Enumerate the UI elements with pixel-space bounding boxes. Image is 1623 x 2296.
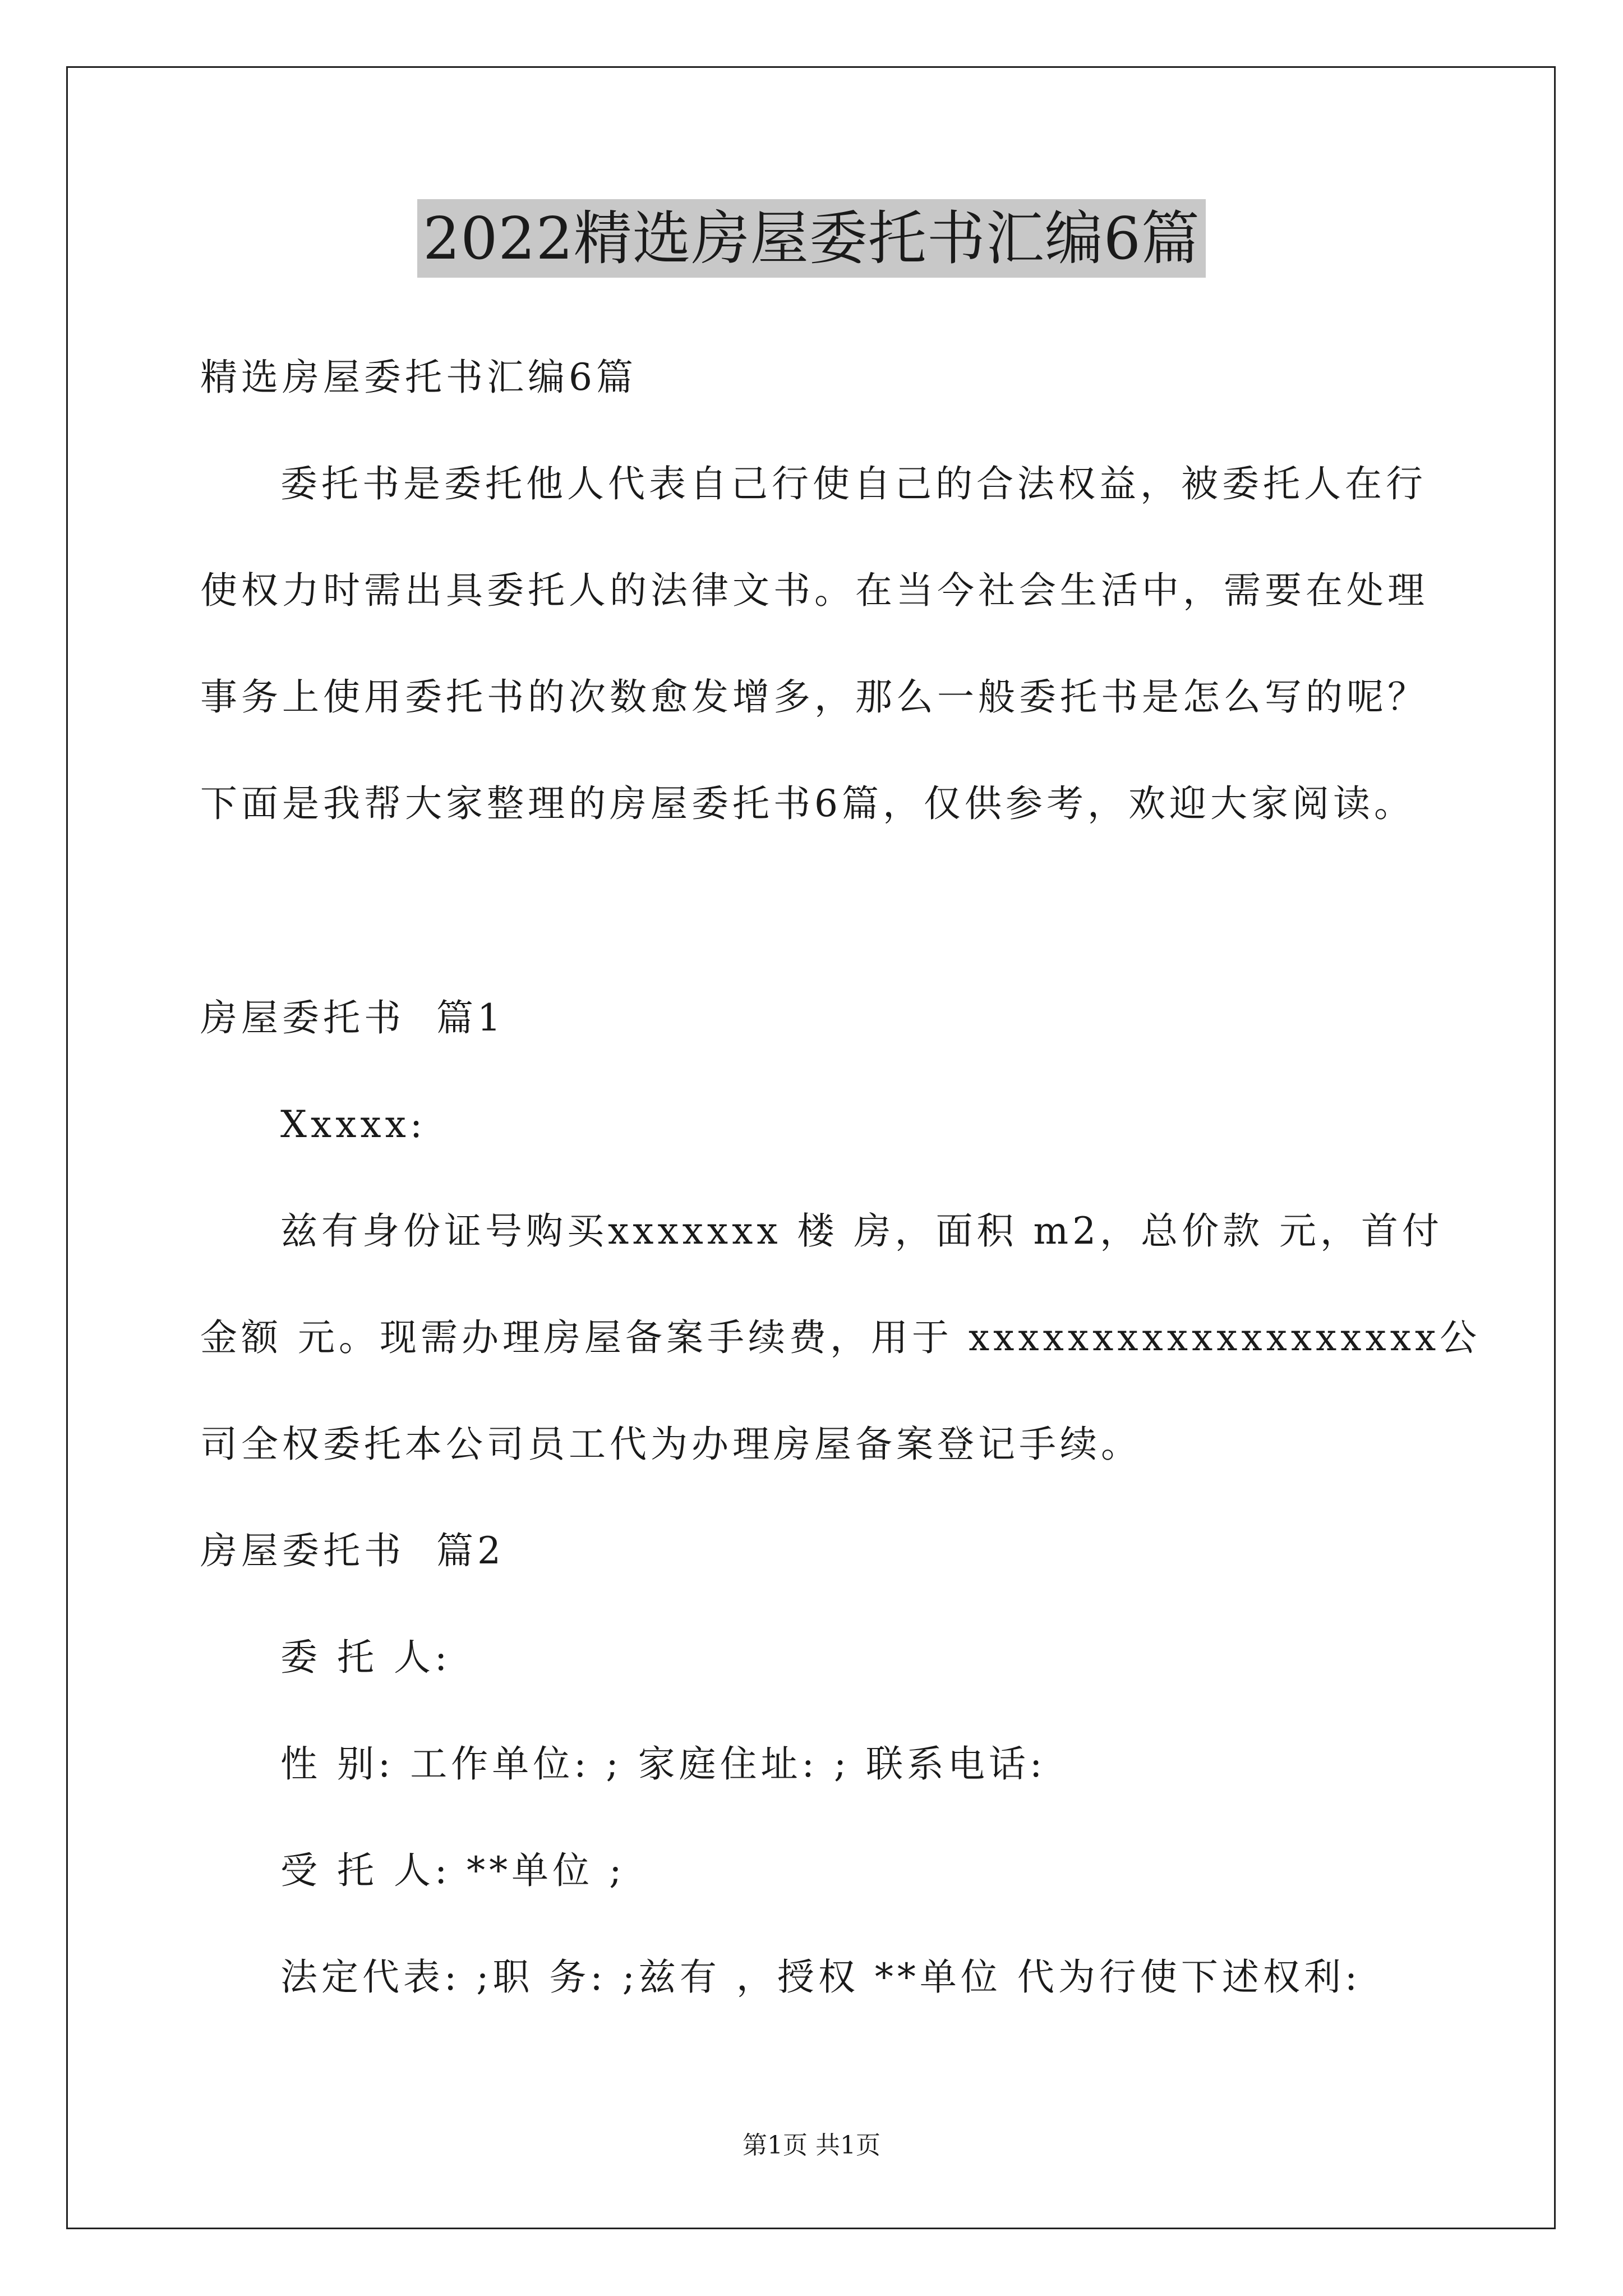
addressee: Xxxxx: xyxy=(280,1103,427,1146)
body-line: 委 托 人: xyxy=(280,1636,451,1679)
section-heading: 房屋委托书 篇2 xyxy=(200,1529,505,1572)
body-line: 司全权委托本公司员工代为办理房屋备案登记手续。 xyxy=(200,1423,1142,1466)
body-line: 受 托 人: **单位 ; xyxy=(280,1849,626,1892)
page-footer: 第1页 共1页 xyxy=(743,2131,880,2160)
title-container xyxy=(0,199,1623,278)
intro-line: 委托书是委托他人代表自己行使自己的合法权益，被委托人在行 xyxy=(280,462,1427,505)
section-heading: 房屋委托书 篇1 xyxy=(200,996,505,1039)
intro-line: 事务上使用委托书的次数愈发增多，那么一般委托书是怎么写的呢？ xyxy=(200,675,1428,719)
document-title: 2022精选房屋委托书汇编6篇 xyxy=(417,199,1206,278)
body-line: 法定代表: ;职 务: ;兹有 ，授权 **单位 代为行使下述权利: xyxy=(280,1955,1362,1999)
body-line: 性 别: 工作单位: ; 家庭住址: ; 联系电话: xyxy=(280,1742,1046,1786)
document-subtitle: 精选房屋委托书汇编6篇 xyxy=(200,356,637,399)
intro-line: 下面是我帮大家整理的房屋委托书6篇，仅供参考，欢迎大家阅读。 xyxy=(200,782,1415,825)
intro-line: 使权力时需出具委托人的法律文书。在当今社会生活中，需要在处理 xyxy=(200,569,1428,612)
body-line: 兹有身份证号购买xxxxxxx 楼 房，面积 m2，总价款 元，首付 xyxy=(280,1209,1444,1253)
body-line: 金额 元。现需办理房屋备案手续费，用于 xxxxxxxxxxxxxxxxxxx公 xyxy=(200,1316,1481,1359)
